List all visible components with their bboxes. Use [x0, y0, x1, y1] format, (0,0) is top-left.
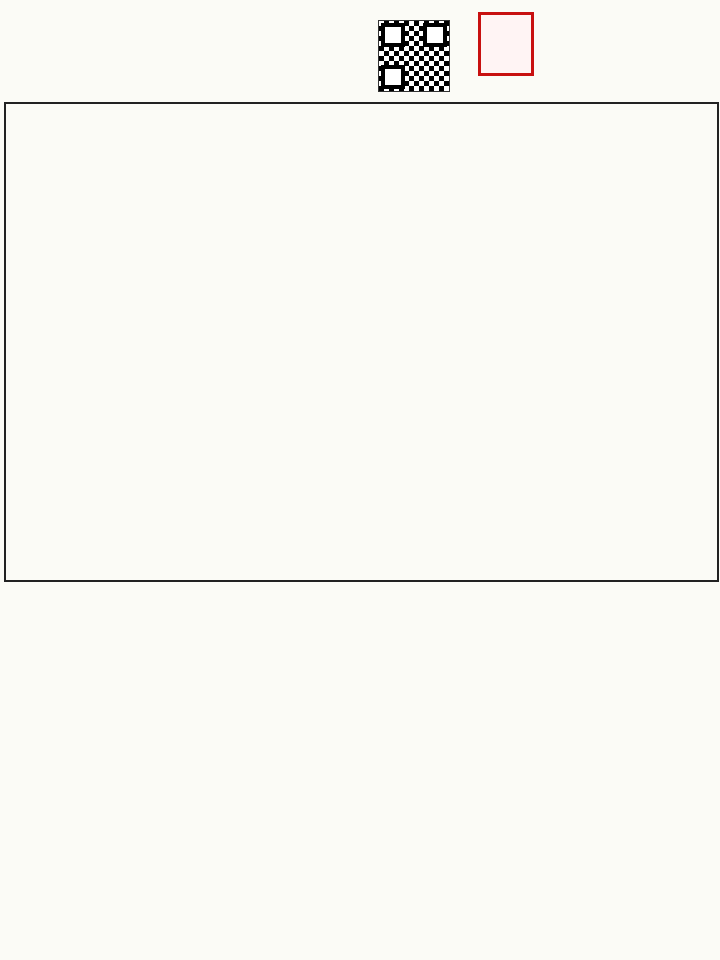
chart-grid: [4, 102, 719, 582]
qr-code-icon: [378, 20, 450, 92]
seal-logo: [478, 12, 534, 76]
